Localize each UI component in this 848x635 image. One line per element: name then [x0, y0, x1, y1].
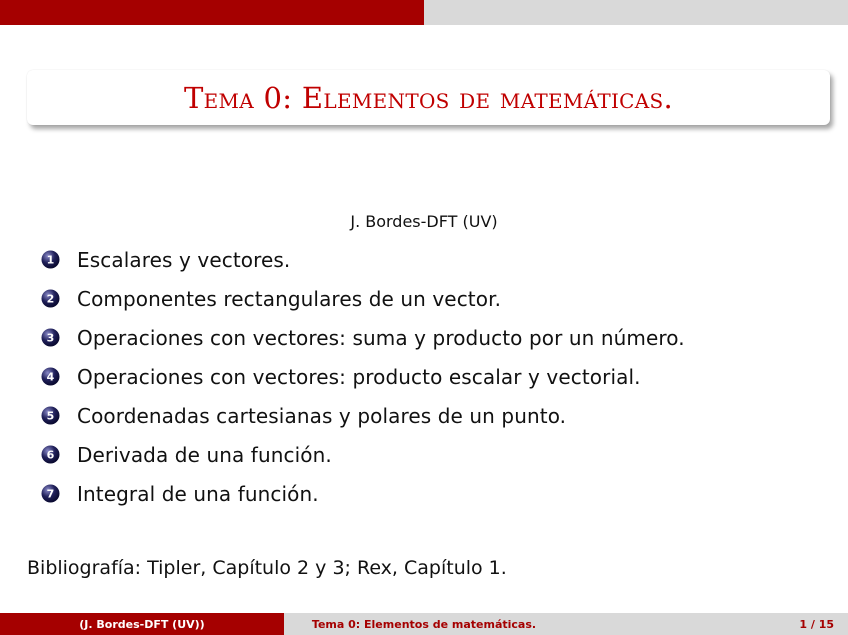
footer: [0, 613, 848, 635]
list-item: [40, 240, 685, 279]
svg-text:4: 4: [46, 370, 55, 384]
list-item: [40, 396, 685, 435]
numbered-ball-icon: [40, 327, 61, 348]
author: J. Bordes-DFT (UV): [350, 212, 498, 231]
list-item: [40, 435, 685, 474]
title-box: [27, 70, 830, 125]
page-number[interactable]: 1 / 15: [564, 613, 848, 635]
numbered-ball-icon: [40, 366, 61, 387]
progress-bar: [0, 0, 848, 25]
numbered-ball-icon: [40, 405, 61, 426]
svg-text:1: 1: [46, 253, 55, 267]
numbered-ball-icon: [40, 483, 61, 504]
numbered-ball-icon: [40, 444, 61, 465]
footer-author: (J. Bordes-DFT (UV)): [0, 613, 284, 635]
list-item-text: Operaciones con vectores: suma y producto por un número.: [77, 325, 685, 350]
svg-text:6: 6: [46, 448, 55, 462]
list-item: [40, 279, 685, 318]
list-item: [40, 318, 685, 357]
list-item: [40, 357, 685, 396]
numbered-ball-icon: [40, 288, 61, 309]
progress-bar-remaining: [424, 0, 848, 25]
list-item: [40, 474, 685, 513]
slide-title: Tema 0: Elementos de matemáticas.: [183, 80, 674, 115]
footer-title: Tema 0: Elementos de matemáticas.: [284, 613, 564, 635]
list-item-text: Integral de una función.: [77, 481, 319, 506]
numbered-ball-icon: [40, 249, 61, 270]
bibliography: Bibliografía: Tipler, Capítulo 2 y 3; Rex, Capítulo 1.: [27, 557, 507, 579]
list-item-text: Coordenadas cartesianas y polares de un punto.: [77, 403, 567, 428]
list-item-text: Componentes rectangulares de un vector.: [77, 286, 502, 311]
svg-text:7: 7: [46, 487, 55, 501]
topic-list: [40, 240, 685, 513]
svg-text:5: 5: [46, 409, 55, 423]
svg-text:3: 3: [46, 331, 55, 345]
list-item-text: Operaciones con vectores: producto escalar y vectorial.: [77, 364, 641, 389]
list-item-text: Derivada de una función.: [77, 442, 332, 467]
progress-bar-filled: [0, 0, 424, 25]
list-item-text: Escalares y vectores.: [77, 247, 291, 272]
svg-text:2: 2: [46, 292, 55, 306]
